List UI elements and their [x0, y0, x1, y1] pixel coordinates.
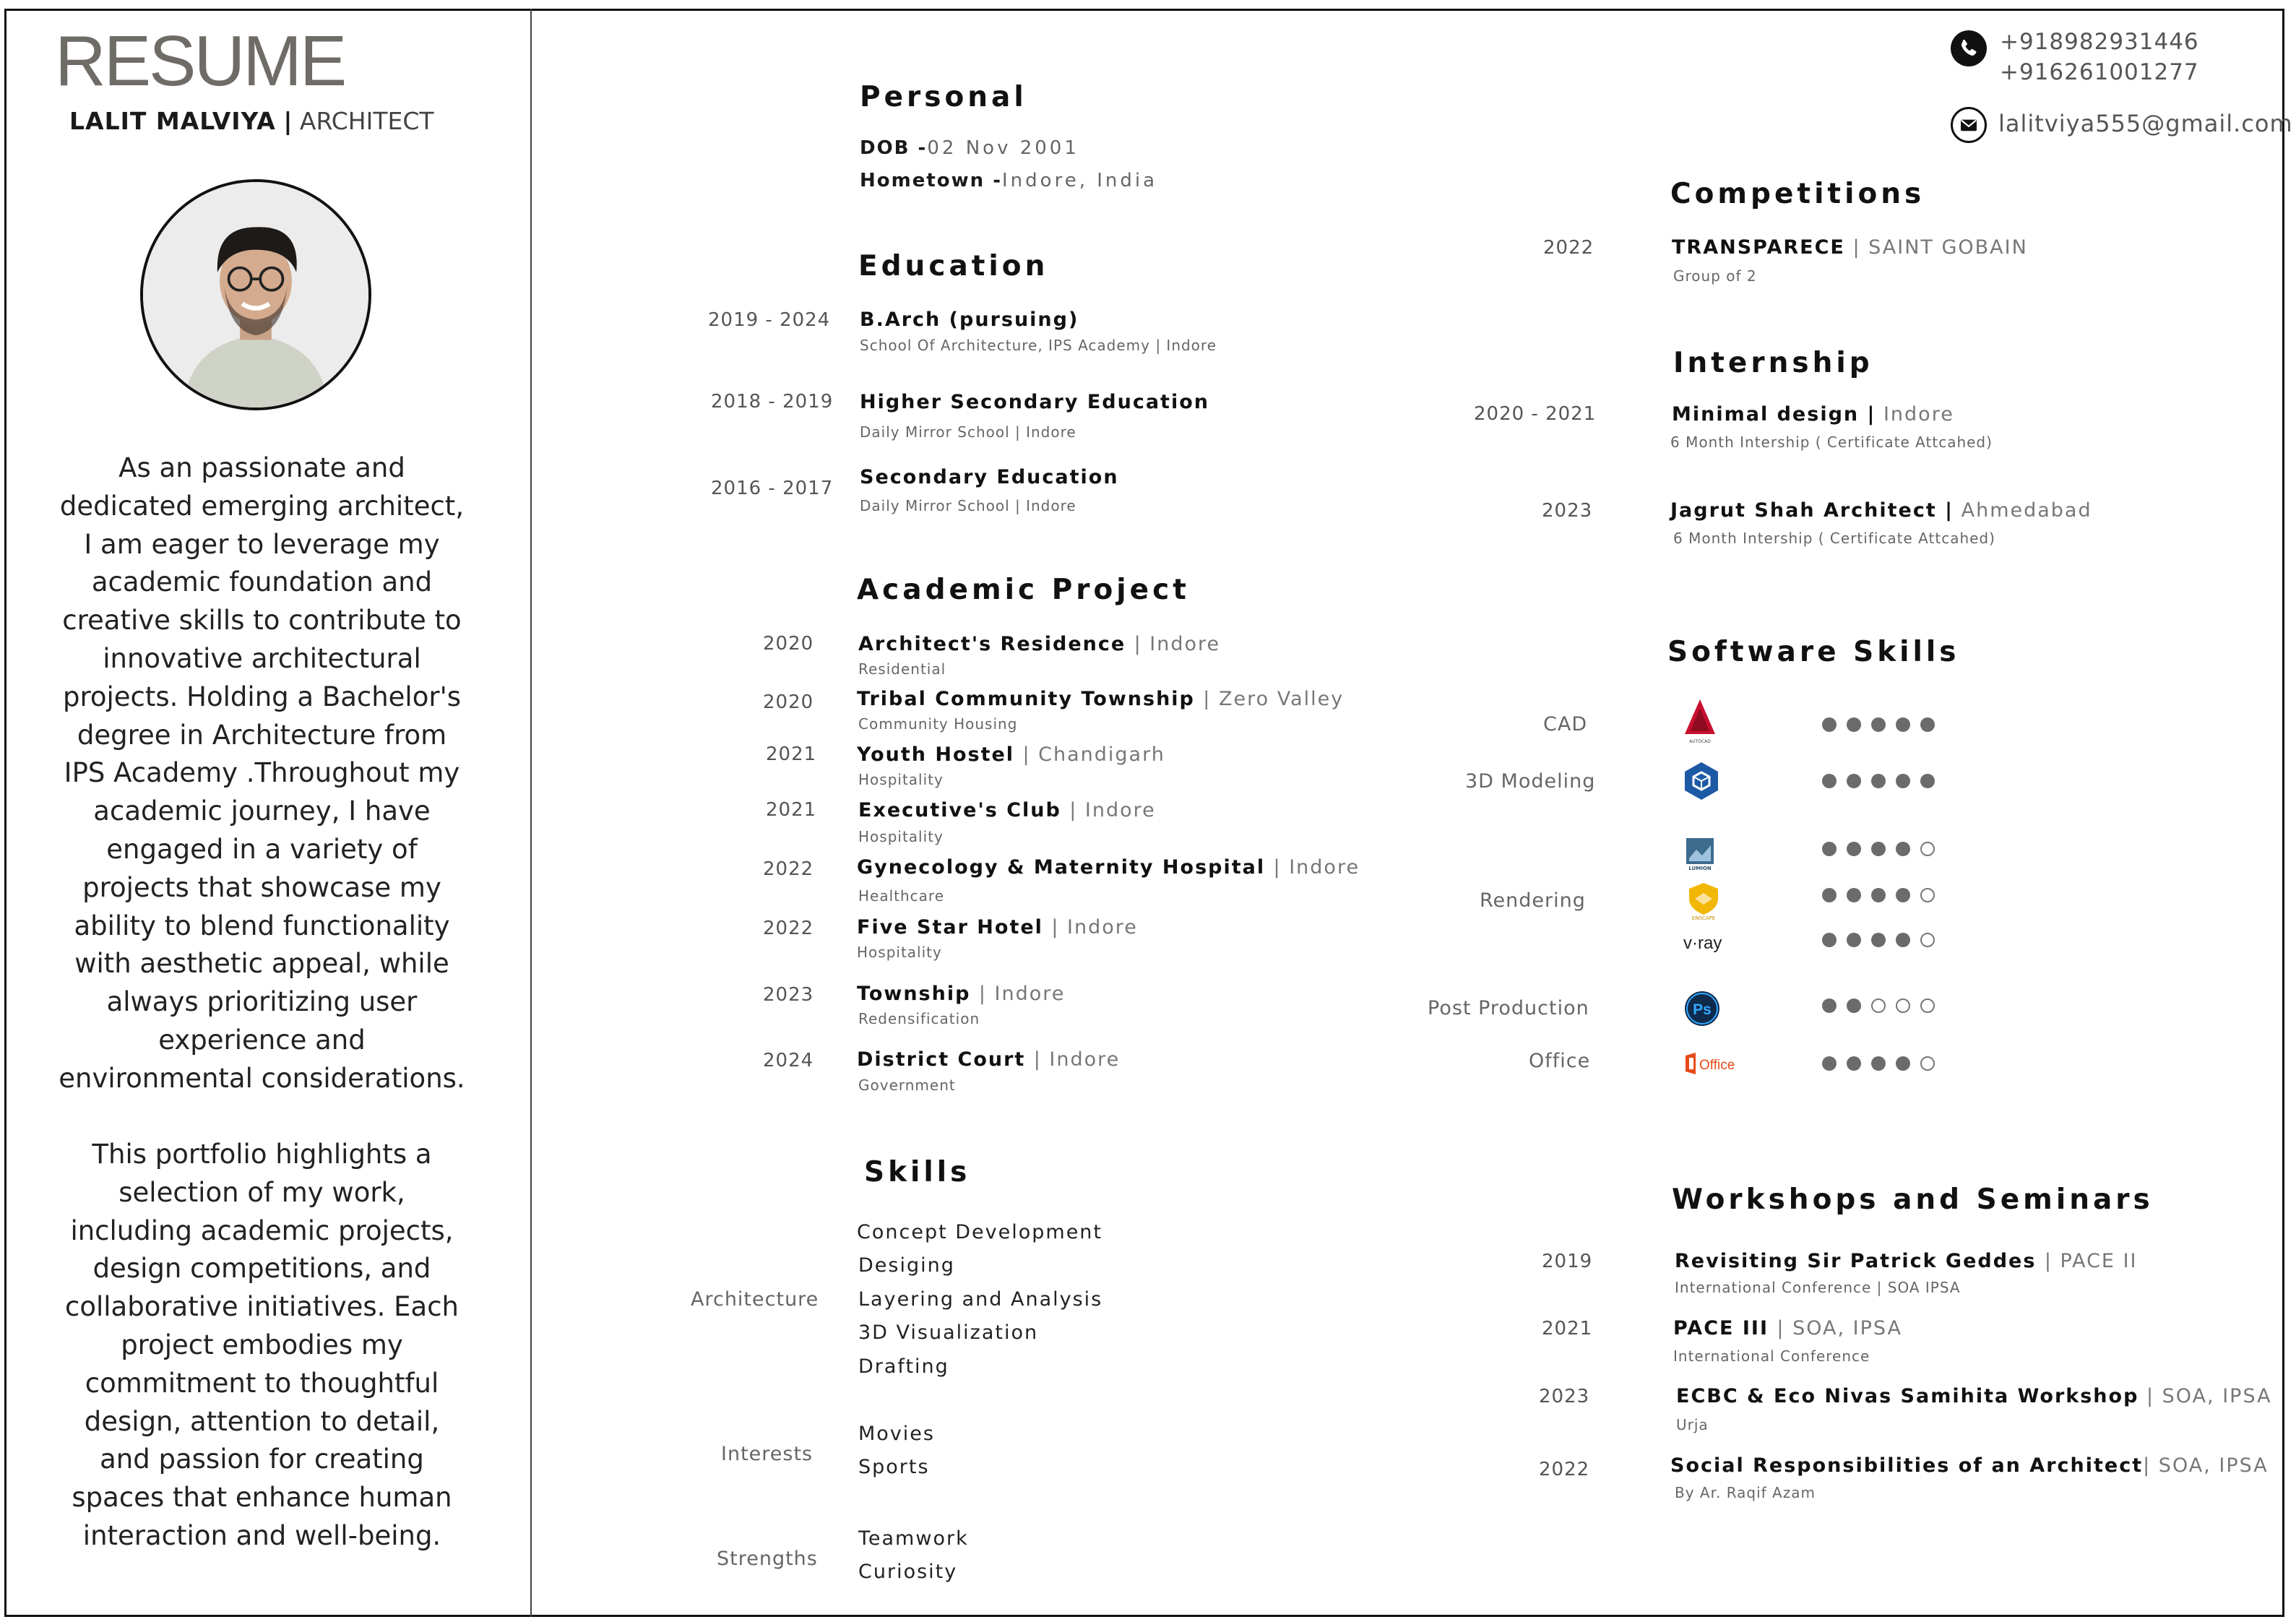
rating-dot-filled [1847, 717, 1861, 732]
workshop-year: 2023 [1539, 1386, 1590, 1407]
rating-dot-empty [1920, 1056, 1935, 1071]
education-years: 2018 - 2019 [711, 391, 834, 413]
project-type: Hospitality [858, 771, 944, 788]
rating-dot-empty [1920, 888, 1935, 902]
autocad-icon [1683, 698, 1717, 746]
workshop-note: Urja [1676, 1416, 1709, 1433]
project-year: 2020 [763, 691, 814, 713]
skill-category-architecture: Architecture [691, 1288, 819, 1311]
rating-dot-empty [1896, 998, 1910, 1013]
rating-dot-filled [1871, 933, 1886, 947]
rating-dot-filled [1847, 774, 1861, 788]
skills-heading: Skills [864, 1156, 971, 1189]
svg-text:LUMION: LUMION [1688, 866, 1712, 871]
skill-rating [1822, 1056, 1935, 1071]
name-line [69, 107, 434, 135]
rating-dot-filled [1822, 888, 1837, 902]
skill-item: Drafting [858, 1355, 949, 1378]
skill-item: Layering and Analysis [858, 1288, 1103, 1311]
software-category-cad: CAD [1543, 713, 1588, 735]
rating-dot-filled [1847, 842, 1861, 856]
software-category-rendering: Rendering [1480, 889, 1586, 912]
education-title: B.Arch (pursuing) [860, 309, 1079, 331]
rating-dot-filled [1920, 774, 1935, 788]
bio-paragraph-2: This portfolio highlights a selection of my work, including academic projects, design competitions, and collaborative initiatives. Each project embodies my commitment to thoughtful design, attention to detail, and passion for creating spaces that enhance human interaction and well-being. [65, 1139, 459, 1551]
skill-item: Desiging [858, 1254, 955, 1277]
rating-dot-filled [1822, 933, 1837, 947]
project-title: Architect's Residence | Indore [858, 633, 1221, 655]
competition-title: TRANSPARECE | SAINT GOBAIN [1672, 236, 2028, 259]
skill-rating [1822, 998, 1935, 1013]
rating-dot-filled [1822, 998, 1837, 1013]
svg-text:AUTOCAD: AUTOCAD [1689, 739, 1711, 744]
project-year: 2021 [766, 743, 817, 765]
personal-heading: Personal [860, 81, 1027, 113]
workshop-title: Social Responsibilities of an Architect| SOA, IPSA [1670, 1454, 2269, 1477]
project-title: Gynecology & Maternity Hospital | Indore [857, 856, 1360, 879]
full-name: LALIT MALVIYA [69, 107, 276, 135]
competition-year: 2022 [1543, 237, 1594, 259]
workshop-year: 2019 [1542, 1251, 1593, 1272]
rating-dot-empty [1920, 842, 1935, 856]
phone-icon [1951, 30, 1987, 66]
project-type: Healthcare [858, 887, 945, 905]
workshop-note: International Conference | SOA IPSA [1675, 1279, 1961, 1296]
internship-note: 6 Month Intership ( Certificate Attcahed) [1673, 530, 1995, 547]
education-years: 2019 - 2024 [708, 309, 831, 331]
interest-item: Sports [858, 1456, 930, 1478]
rating-dot-filled [1896, 933, 1910, 947]
project-title: Five Star Hotel | Indore [857, 916, 1138, 939]
project-type: Community Housing [858, 715, 1018, 733]
skill-rating [1822, 933, 1935, 947]
rating-dot-filled [1896, 842, 1910, 856]
strength-item: Teamwork [858, 1527, 969, 1550]
internship-years: 2020 - 2021 [1474, 403, 1597, 425]
project-year: 2023 [763, 984, 814, 1006]
rating-dot-filled [1847, 1056, 1861, 1071]
academic-project-heading: Academic Project [857, 574, 1190, 606]
svg-text:ENSCAPE: ENSCAPE [1691, 915, 1716, 920]
workshop-note: International Conference [1673, 1347, 1870, 1365]
rating-dot-filled [1896, 774, 1910, 788]
project-type: Hospitality [857, 944, 942, 961]
name-separator: | [283, 107, 293, 135]
rating-dot-empty [1920, 933, 1935, 947]
software-category-office: Office [1529, 1050, 1591, 1072]
svg-text:Office: Office [1699, 1058, 1735, 1073]
project-year: 2022 [763, 918, 814, 939]
vray-icon: v·ray [1683, 933, 1722, 953]
project-title: Township | Indore [857, 983, 1066, 1005]
rating-dot-filled [1871, 774, 1886, 788]
rating-dot-filled [1896, 1056, 1910, 1071]
photoshop-icon [1683, 990, 1721, 1027]
project-type: Government [858, 1077, 956, 1094]
workshop-year: 2021 [1542, 1318, 1593, 1340]
rating-dot-filled [1822, 774, 1837, 788]
rating-dot-filled [1871, 717, 1886, 732]
project-title: District Court | Indore [857, 1048, 1121, 1071]
education-title: Secondary Education [860, 466, 1119, 488]
workshop-year: 2022 [1539, 1459, 1590, 1480]
workshop-title: PACE III | SOA, IPSA [1673, 1317, 1902, 1340]
dob-label: DOB - [860, 137, 928, 159]
strength-item: Curiosity [858, 1561, 958, 1583]
svg-text:Ps: Ps [1693, 1001, 1712, 1018]
skill-rating [1822, 774, 1935, 788]
email-address[interactable]: lalitviya555@gmail.com [1998, 110, 2293, 137]
education-school: School Of Architecture, IPS Academy | Indore [860, 337, 1217, 354]
dob-value: 02 Nov 2001 [927, 137, 1079, 159]
project-year: 2024 [763, 1050, 814, 1071]
skill-category-interests: Interests [721, 1443, 813, 1465]
project-title: Tribal Community Township | Zero Valley [857, 688, 1345, 710]
job-title: ARCHITECT [299, 107, 434, 135]
dob-row [860, 137, 1079, 159]
project-title: Youth Hostel | Chandigarh [857, 743, 1165, 766]
project-type: Residential [858, 660, 946, 678]
lumion-icon [1685, 837, 1715, 871]
profile-photo [140, 179, 371, 410]
rating-dot-empty [1920, 998, 1935, 1013]
phone-number-1[interactable]: +918982931446 [2000, 29, 2199, 55]
office-icon [1683, 1051, 1756, 1076]
hometown-row [860, 170, 1157, 191]
competition-note: Group of 2 [1673, 267, 1757, 285]
bio-paragraph-1: As an passionate and dedicated emerging architect, I am eager to leverage my academic foundation and creative skills to contribute to innovative architectural projects. Holding a Bachelor's degree in Architecture from IPS Academy .Throughout my academic journey, I have engaged in a variety of projects that showcase my ability to blend functionality with aesthetic appeal, while always prioritizing user experience and environmental considerations. [59, 452, 465, 1094]
internship-title: Minimal design | Indore [1672, 403, 1954, 426]
education-title: Higher Secondary Education [860, 391, 1209, 413]
project-year: 2020 [763, 633, 814, 655]
rating-dot-filled [1822, 1056, 1837, 1071]
project-year: 2021 [766, 799, 817, 821]
interest-item: Movies [858, 1423, 935, 1445]
resume-title: RESUME [55, 21, 345, 100]
project-type: Hospitality [858, 828, 944, 845]
skill-item: 3D Visualization [858, 1321, 1039, 1344]
software-category-3d-modeling: 3D Modeling [1465, 770, 1596, 793]
education-heading: Education [858, 250, 1049, 282]
education-years: 2016 - 2017 [711, 478, 834, 499]
skill-category-strengths: Strengths [717, 1548, 818, 1570]
internship-years: 2023 [1542, 500, 1593, 522]
project-title: Executive's Club | Indore [858, 799, 1156, 821]
rating-dot-filled [1871, 1056, 1886, 1071]
rating-dot-filled [1871, 888, 1886, 902]
skill-rating [1822, 717, 1935, 732]
rating-dot-filled [1896, 717, 1910, 732]
hometown-value: Indore, India [1002, 170, 1158, 191]
rating-dot-filled [1847, 998, 1861, 1013]
rating-dot-filled [1920, 717, 1935, 732]
rating-dot-filled [1847, 888, 1861, 902]
workshop-title: ECBC & Eco Nivas Samihita Workshop | SOA, IPSA [1676, 1385, 2272, 1407]
hometown-label: Hometown - [860, 170, 1003, 191]
software-category-post-production: Post Production [1428, 997, 1589, 1019]
education-school: Daily Mirror School | Indore [860, 497, 1076, 514]
phone-number-2[interactable]: +916261001277 [2000, 59, 2199, 85]
internship-note: 6 Month Intership ( Certificate Attcahed) [1670, 433, 1993, 451]
rating-dot-filled [1896, 888, 1910, 902]
software-skills-heading: Software Skills [1667, 636, 1960, 668]
workshops-heading: Workshops and Seminars [1672, 1183, 2154, 1216]
rating-dot-filled [1822, 717, 1837, 732]
internship-title: Jagrut Shah Architect | Ahmedabad [1670, 499, 2092, 522]
rating-dot-filled [1847, 933, 1861, 947]
project-type: Redensification [858, 1010, 980, 1027]
rating-dot-filled [1871, 842, 1886, 856]
skill-rating [1822, 842, 1935, 856]
enscape-icon [1685, 881, 1722, 920]
sketchup-icon [1683, 761, 1719, 801]
portrait-icon [143, 182, 368, 407]
rating-dot-filled [1822, 842, 1837, 856]
internship-heading: Internship [1673, 347, 1873, 379]
competitions-heading: Competitions [1670, 178, 1925, 210]
rating-dot-empty [1871, 998, 1886, 1013]
education-school: Daily Mirror School | Indore [860, 423, 1076, 441]
workshop-note: By Ar. Raqif Azam [1675, 1484, 1816, 1501]
mail-icon [1951, 107, 1987, 143]
workshop-title: Revisiting Sir Patrick Geddes | PACE II [1675, 1250, 2138, 1272]
skill-rating [1822, 888, 1935, 902]
project-year: 2022 [763, 858, 814, 880]
skill-item: Concept Development [857, 1221, 1103, 1243]
